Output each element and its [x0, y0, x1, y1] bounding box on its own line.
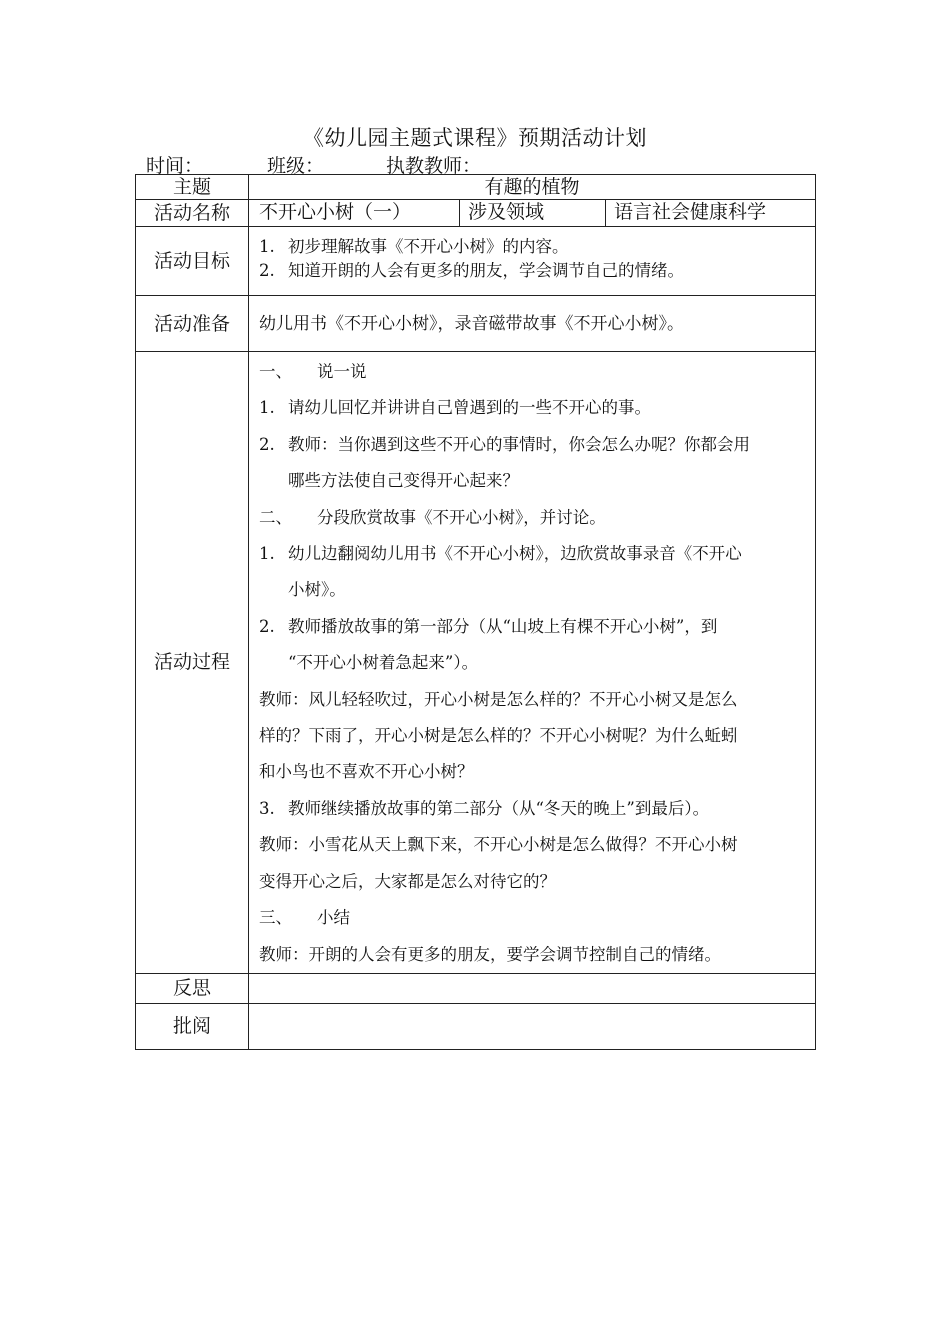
- process-step-continued: 小树》。: [288, 580, 346, 600]
- reflection-row: [136, 973, 816, 1003]
- theme-row: [136, 175, 816, 200]
- teacher-label: 执教教师：: [386, 155, 482, 177]
- process-step: 1. 幼儿边翻阅幼儿用书《不开心小树》，边欣赏故事录音《不开心: [259, 544, 742, 564]
- review-row: [136, 1003, 816, 1049]
- activity-name-row: [136, 200, 816, 227]
- goal-row: [136, 227, 816, 296]
- teacher-question: 教师：风儿轻轻吹过，开心小树是怎么样的？不开心小树又是怎么: [259, 689, 738, 709]
- teacher-question-continued: 样的？下雨了，开心小树是怎么样的？不开心小树呢？为什么蚯蚓: [259, 726, 738, 746]
- class-label: 班级：: [267, 155, 325, 177]
- teacher-question-continued: 变得开心之后，大家都是怎么对待它的？: [259, 871, 556, 891]
- process-label: 活动过程: [136, 352, 249, 974]
- prep-row: [136, 296, 816, 352]
- goal-label: 活动目标: [136, 227, 249, 296]
- process-row: [136, 352, 816, 974]
- review-value: [249, 1003, 816, 1049]
- process-step-continued: 哪些方法使自己变得开心起来？: [288, 471, 519, 491]
- goal-item: 2. 知道开朗的人会有更多的朋友，学会调节自己的情绪。: [259, 261, 684, 280]
- process-step: 2. 教师播放故事的第一部分（从“山坡上有棵不开心小树”，到: [259, 616, 718, 636]
- reflection-label: 反思: [136, 973, 249, 1003]
- section-heading: 三、 小结: [259, 908, 350, 928]
- prep-label: 活动准备: [136, 296, 249, 352]
- teacher-question: 教师：小雪花从天上飘下来，不开心小树是怎么做得？不开心小树: [259, 835, 738, 855]
- process-step: 3. 教师继续播放故事的第二部分（从“冬天的晚上”到最后）。: [259, 798, 710, 818]
- theme-value: 有趣的植物: [249, 175, 816, 200]
- plan-table: [135, 174, 816, 1050]
- document-title: 《幼儿园主题式课程》预期活动计划: [303, 126, 647, 150]
- process-step: 2. 教师：当你遇到这些不开心的事情时，你会怎么办呢？你都会用: [259, 434, 750, 454]
- teacher-summary: 教师：开朗的人会有更多的朋友，要学会调节控制自己的情绪。: [259, 944, 721, 964]
- goal-item: 1. 初步理解故事《不开心小树》的内容。: [259, 237, 569, 256]
- prep-value: 幼儿用书《不开心小树》，录音磁带故事《不开心小树》。: [259, 313, 684, 334]
- activity-name-value: 不开心小树（一）: [259, 201, 412, 223]
- teacher-question-continued: 和小鸟也不喜欢不开心小树？: [259, 762, 474, 782]
- section-heading: 二、 分段欣赏故事《不开心小树》，并讨论。: [259, 507, 606, 527]
- activity-name-subrow: [249, 200, 815, 226]
- domain-value: 语言社会健康科学: [605, 200, 815, 226]
- process-content: [249, 352, 815, 973]
- process-step: 1. 请幼儿回忆并讲讲自己曾遇到的一些不开心的事。: [259, 398, 651, 418]
- time-label: 时间：: [146, 155, 204, 177]
- process-step-continued: “不开心小树着急起来”）。: [288, 653, 479, 673]
- domain-label: 涉及领域: [459, 200, 605, 226]
- section-heading: 一、 说一说: [259, 362, 367, 381]
- review-label: 批阅: [136, 1003, 249, 1049]
- activity-name-label: 活动名称: [136, 200, 249, 227]
- reflection-value: [249, 973, 816, 1003]
- theme-label: 主题: [136, 175, 249, 200]
- goal-list: [249, 227, 815, 283]
